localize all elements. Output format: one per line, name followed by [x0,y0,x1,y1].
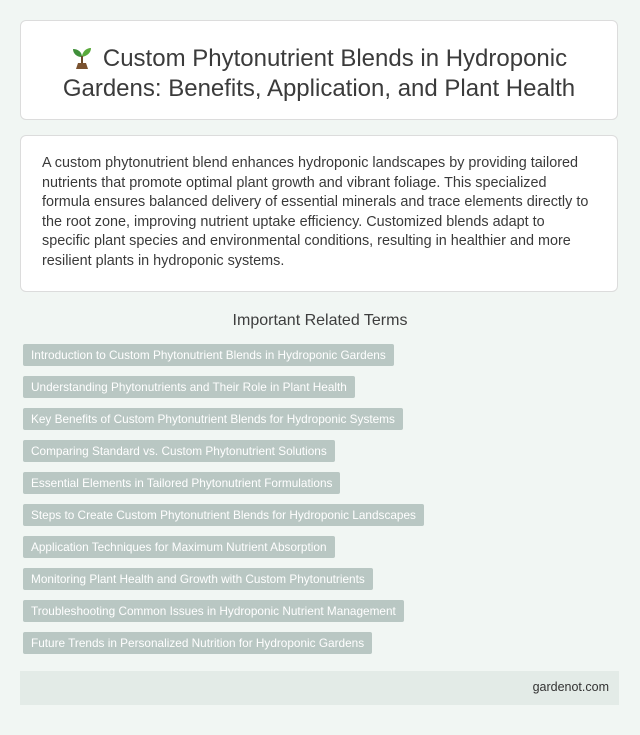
related-term-link[interactable]: Troubleshooting Common Issues in Hydroponic Nutrient Management [23,600,404,622]
related-term-link[interactable]: Monitoring Plant Health and Growth with Custom Phytonutrients [23,568,373,590]
related-term-link[interactable]: Understanding Phytonutrients and Their Role in Plant Health [23,376,355,398]
related-term-link[interactable]: Future Trends in Personalized Nutrition for Hydroponic Gardens [23,632,372,654]
page-title [21,44,617,104]
related-term-link[interactable]: Comparing Standard vs. Custom Phytonutrient Solutions [23,440,335,462]
footer-bar [20,671,619,705]
related-terms-heading: Important Related Terms [232,312,408,329]
description-text: A custom phytonutrient blend enhances hydroponic landscapes by providing tailored nutrients that promote optimal plant growth and vibrant foliage. This specialized formula ensures balanced delivery of essential minerals and trace elements directly to the root zone, improving nutrient uptake efficiency. Customized blends adapt to specific plant species and environmental conditions, resulting in healthier and more resilient plants in hydroponic systems. [42,155,589,269]
related-term-link[interactable]: Key Benefits of Custom Phytonutrient Blends for Hydroponic Systems [23,408,403,430]
sprout-icon [71,45,93,69]
related-term-link[interactable]: Essential Elements in Tailored Phytonutrient Formulations [23,472,340,494]
footer-site-link[interactable]: gardenot.com [532,680,609,694]
related-term-link[interactable]: Steps to Create Custom Phytonutrient Blends for Hydroponic Landscapes [23,504,424,526]
description-card [20,135,618,292]
related-term-link[interactable]: Introduction to Custom Phytonutrient Blends in Hydroponic Gardens [23,344,394,366]
title-card [20,20,618,120]
page-title-text: Custom Phytonutrient Blends in Hydroponic Gardens: Benefits, Application, and Plant Health [62,45,576,102]
related-terms-list [23,344,424,664]
related-term-link[interactable]: Application Techniques for Maximum Nutrient Absorption [23,536,335,558]
